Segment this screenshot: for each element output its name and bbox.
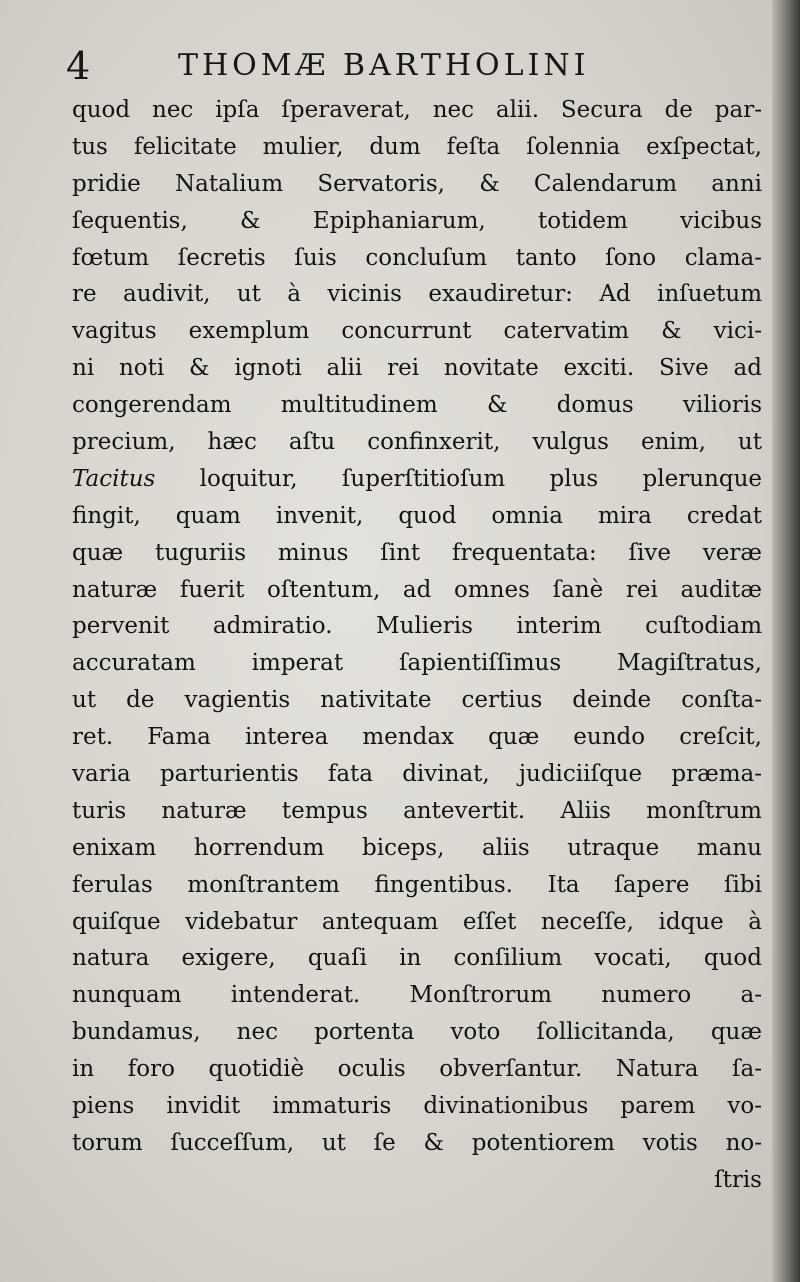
text-line: fingit, quam invenit, quod omnia mira credat — [72, 502, 762, 529]
text-line: re audivit, ut à vicinis exaudiretur: Ad inſuetum — [72, 281, 762, 308]
text-line: pridie Natalium Servatoris, & Calendarum anni — [72, 170, 762, 197]
text-line: piens invidit immaturis divinationibus parem vo- — [72, 1093, 762, 1120]
book-gutter — [772, 0, 800, 1282]
text-line: congerendam multitudinem & domus vilioris — [72, 392, 762, 419]
text-line: ni noti & ignoti alii rei novitate exciti. Sive ad — [72, 355, 762, 382]
text-line: naturæ fuerit oſtentum, ad omnes ſanè rei auditæ — [72, 576, 762, 603]
text-line: nunquam intenderat. Monſtrorum numero a- — [72, 982, 762, 1009]
page-number: 4 — [66, 44, 91, 88]
text-line: quod nec ipſa ſperaverat, nec alii. Secura de par- — [72, 97, 762, 123]
text-line: ferulas monſtrantem fingentibus. Ita ſapere ſibi — [72, 871, 762, 898]
text-line: natura exigere, quaſi in conſilium vocati, quod — [72, 945, 762, 972]
italic-name-tacitus: Tacitus — [72, 465, 156, 492]
text-line-with-italic — [72, 461, 762, 498]
text-line: turis naturæ tempus antevertit. Aliis monſtrum — [72, 797, 762, 824]
text-line: precium, hæc aſtu confinxerit, vulgus enim, ut — [72, 429, 762, 456]
running-head: THOMÆ BARTHOLINI — [178, 48, 590, 83]
text-line: ut de vagientis nativitate certius deinde conſta- — [72, 687, 762, 714]
text-line: ret. Fama interea mendax quæ eundo creſcit, — [72, 724, 762, 751]
text-line: quæ tuguriis minus ſint frequentata: ſive veræ — [72, 539, 762, 566]
text-line: torum ſucceſſum, ut ſe & potentiorem votis no- — [72, 1129, 762, 1156]
text-line: fœtum ſecretis ſuis concluſum tanto ſono clama- — [72, 244, 762, 271]
text-line: ſequentis, & Epiphaniarum, totidem vicibus — [72, 207, 762, 234]
page-header — [66, 40, 756, 92]
text-line: enixam horrendum biceps, aliis utraque manu — [72, 834, 762, 861]
text-line: vagitus exemplum concurrunt catervatim & vici- — [72, 318, 762, 345]
text-line: varia parturientis fata divinat, judiciiſque præma- — [72, 761, 762, 788]
text-line: accuratam imperat ſapientiſſimus Magiſtratus, — [72, 650, 762, 677]
text-line-rest: loquitur, ſuperſtitioſum plus plerunque — [155, 465, 762, 492]
text-line: bundamus, nec portenta voto ſollicitanda, quæ — [72, 1019, 762, 1046]
text-line: pervenit admiratio. Mulieris interim cuſtodiam — [72, 613, 762, 640]
text-line: in foro quotidiè oculis obverſantur. Natura ſa- — [72, 1056, 762, 1083]
text-line: tus felicitate mulier, dum feſta ſolennia exſpectat, — [72, 133, 762, 160]
catchword: ſtris — [714, 1166, 762, 1193]
text-line: quiſque videbatur antequam eſſet neceſſe, idque à — [72, 908, 762, 935]
body-text — [72, 92, 762, 1199]
